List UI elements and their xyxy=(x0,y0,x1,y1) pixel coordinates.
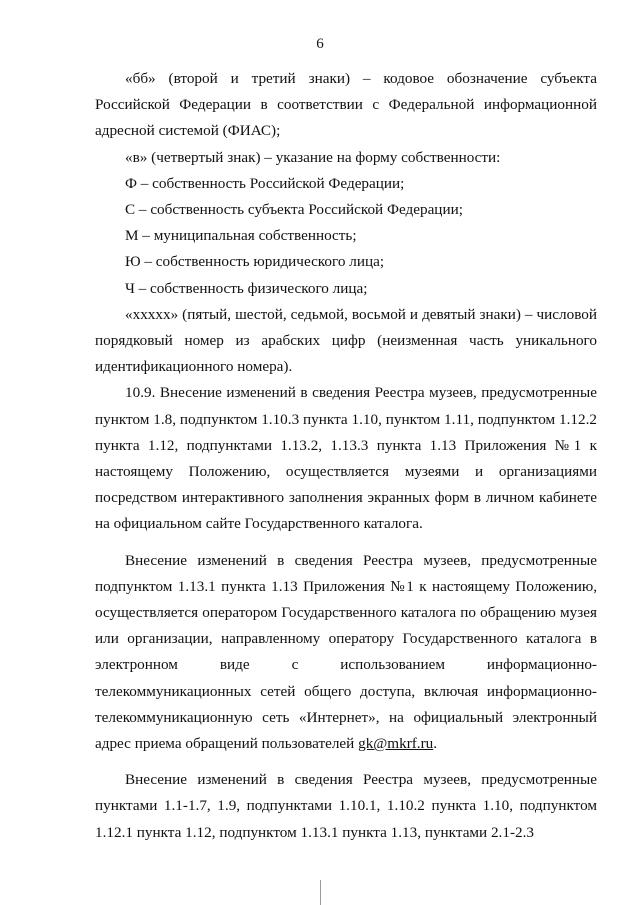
paragraph-ownership-m: М – муниципальная собственность; xyxy=(125,227,357,245)
paragraph-subject-code: «бб» (второй и третий знаки) – кодовое обозначение субъекта Российской Федерации в соответствии с Федеральной информационной адресной системой (ФИАС); xyxy=(95,70,597,140)
paragraph-operator-text: Внесение изменений в сведения Реестра музеев, предусмотренные подпунктом 1.13.1 пункта 1.13 Приложения №1 к настоящему Положению, осуществляется оператором Государственного каталога по обращению музея или организации, направленному оператору Государственного каталога в электронном виде с использованием информационно-телекоммуникационных сетей общего доступа, включая информационно-телекоммуникационную сеть «Интернет», на официальный электронный адрес приема обращений пользователей xyxy=(95,551,597,753)
email-link[interactable]: gk@mkrf.ru xyxy=(358,735,434,753)
paragraph-operator-end: . xyxy=(433,735,438,753)
page-number: 6 xyxy=(316,36,324,52)
paragraph-10-9: 10.9. Внесение изменений в сведения Реестра музеев, предусмотренные пунктом 1.8, подпунктом 1.10.3 пункта 1.10, пунктом 1.11, подпунктом 1.12.2 пункта 1.12, подпунктами 1.13.2, 1.13.3 пункта 1.13 Приложения №1 к настоящему Положению, осуществляется музеями и организациями посредством интерактивного заполнения экранных форм в личном кабинете на официальном сайте Государственного каталога. xyxy=(95,384,597,533)
paragraph-serial-number: «ххххх» (пятый, шестой, седьмой, восьмой и девятый знаки) – числовой порядковый номер из арабских цифр (неизменная часть уникального идентификационного номера). xyxy=(95,305,597,376)
paragraph-ownership-s: С – собственность субъекта Российской Федерации; xyxy=(125,201,463,219)
scan-artifact-line xyxy=(320,880,321,905)
paragraph-operator-changes xyxy=(95,548,597,758)
paragraph-ownership-ch: Ч – собственность физического лица; xyxy=(125,279,368,297)
paragraph-ownership-f: Ф – собственность Российской Федерации; xyxy=(125,174,405,192)
document-body xyxy=(95,66,597,846)
paragraph-ownership-intro: «в» (четвертый знак) – указание на форму собственности: xyxy=(125,148,501,166)
paragraph-ownership-yu: Ю – собственность юридического лица; xyxy=(125,253,385,271)
paragraph-other-changes: Внесение изменений в сведения Реестра музеев, предусмотренные пунктами 1.1-1.7, 1.9, подпунктами 1.10.1, 1.10.2 пункта 1.10, подпунктом 1.12.1 пункта 1.12, подпунктом 1.13.1 пункта 1.13, пунктами 2.1-2.3 xyxy=(95,771,597,841)
